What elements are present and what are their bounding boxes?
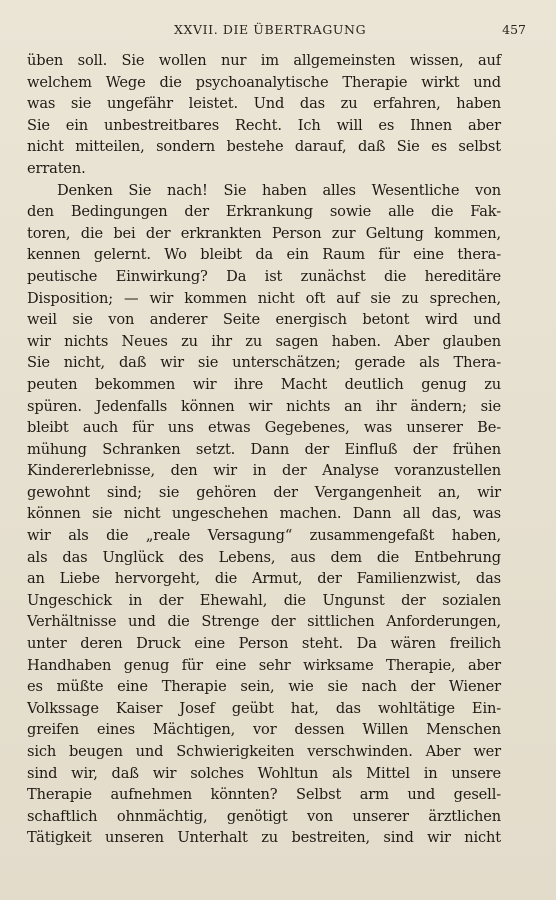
text-line: wir als die „reale Versagung“ zusammengefaßt haben, bbox=[27, 527, 501, 545]
text-line: den Bedingungen der Erkrankung sowie alle die Fak- bbox=[27, 203, 501, 221]
text-line: nicht mitteilen, sondern bestehe darauf, daß Sie es selbst bbox=[27, 138, 501, 156]
text-line: sich beugen und Schwierigkeiten verschwinden. Aber wer bbox=[27, 743, 501, 760]
text-line: gewohnt sind; sie gehören der Vergangenheit an, wir bbox=[27, 483, 501, 501]
text-line: Sie ein unbestreitbares Recht. Ich will es Ihnen aber bbox=[27, 116, 501, 134]
text-line: Tätigkeit unseren Unterhalt zu bestreiten, sind wir nicht bbox=[27, 829, 501, 847]
text-line: greifen eines Mächtigen, vor dessen Willen Menschen bbox=[27, 721, 501, 739]
text-line: kennen gelernt. Wo bleibt da ein Raum für eine thera- bbox=[27, 246, 501, 264]
text-line: Therapie aufnehmen könnten? Selbst arm und gesell- bbox=[27, 786, 501, 804]
text-line: wir nichts Neues zu ihr zu sagen haben. Aber glauben bbox=[27, 332, 501, 350]
text-line: als das Unglück des Lebens, aus dem die Entbehrung bbox=[27, 548, 501, 566]
page-number: 457 bbox=[502, 22, 526, 37]
body-text bbox=[27, 50, 501, 849]
text-line: erraten. bbox=[27, 159, 86, 177]
text-line: Volkssage Kaiser Josef geübt hat, das wohltätige Ein- bbox=[27, 699, 501, 717]
text-line: Kindererlebnisse, den wir in der Analyse voranzustellen bbox=[27, 462, 501, 480]
text-line: bleibt auch für uns etwas Gegebenes, was unserer Be- bbox=[27, 419, 501, 437]
text-line: mühung Schranken setzt. Dann der Einfluß der frühen bbox=[27, 440, 501, 458]
text-line: spüren. Jedenfalls können wir nichts an ihr ändern; sie bbox=[27, 397, 501, 415]
text-line: Verhältnisse und die Strenge der sittlichen Anforderungen, bbox=[27, 613, 501, 631]
text-line: schaftlich ohnmächtig, genötigt von unserer ärztlichen bbox=[27, 807, 501, 825]
text-line: peuten bekommen wir ihre Macht deutlich genug zu bbox=[27, 375, 501, 393]
text-line: es müßte eine Therapie sein, wie sie nach der Wiener bbox=[27, 678, 501, 696]
running-header bbox=[26, 22, 530, 44]
text-line: peutische Einwirkung? Da ist zunächst die hereditäre bbox=[27, 267, 501, 285]
text-line: Handhaben genug für eine sehr wirksame Therapie, aber bbox=[27, 656, 501, 674]
chapter-title: XXVII. DIE ÜBERTRAGUNG bbox=[174, 22, 367, 37]
text-line: was sie ungefähr leistet. Und das zu erfahren, haben bbox=[27, 95, 501, 113]
text-line: toren, die bei der erkrankten Person zur Geltung kommen, bbox=[27, 224, 501, 242]
text-line: welchem Wege die psychoanalytische Therapie wirkt und bbox=[27, 73, 501, 91]
text-line: Sie nicht, daß wir sie unterschätzen; gerade als Thera- bbox=[27, 354, 501, 372]
text-line: Disposition; — wir kommen nicht oft auf sie zu sprechen, bbox=[27, 289, 501, 307]
text-line: Ungeschick in der Ehewahl, die Ungunst der sozialen bbox=[27, 591, 501, 609]
text-line: unter deren Druck eine Person steht. Da wären freilich bbox=[27, 635, 501, 653]
text-line: weil sie von anderer Seite energisch betont wird und bbox=[27, 311, 501, 329]
text-line: an Liebe hervorgeht, die Armut, der Familienzwist, das bbox=[27, 570, 501, 588]
text-line: können sie nicht ungeschehen machen. Dann all das, was bbox=[27, 505, 501, 523]
text-line: sind wir, daß wir solches Wohltun als Mittel in unsere bbox=[27, 764, 501, 782]
paragraph-start-line: Denken Sie nach! Sie haben alles Wesentliche von bbox=[57, 181, 501, 199]
text-line: üben soll. Sie wollen nur im allgemeinsten wissen, auf bbox=[27, 52, 501, 69]
